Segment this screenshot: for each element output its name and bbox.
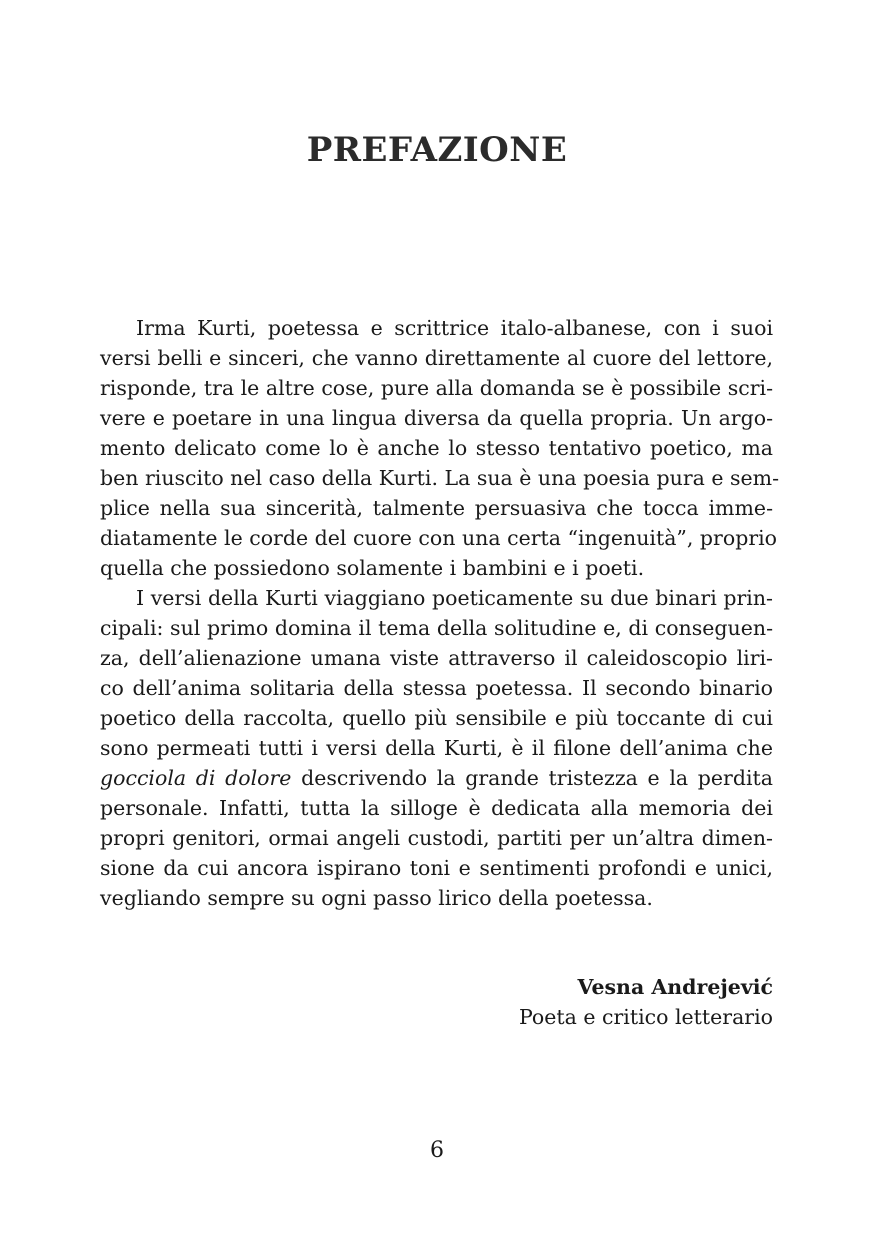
paragraph-2-line: personale. Infatti, tutta la silloge è dedicata alla memoria dei (100, 796, 773, 820)
paragraph-1-line: mento delicato come lo è anche lo stesso tentativo poetico, ma (100, 436, 773, 460)
paragraph-2-line: za, dell’alienazione umana viste attraverso il caleidoscopio liri- (100, 646, 773, 670)
paragraph-1-line: plice nella sua sincerità, talmente persuasiva che tocca imme- (100, 496, 773, 520)
paragraph-1-line: ben riuscito nel caso della Kurti. La sua è una poesia pura e sem- (100, 466, 780, 490)
paragraph-1-line: diatamente le corde del cuore con una certa “ingenuità”, proprio (100, 526, 778, 550)
paragraph-1-line: risponde, tra le altre cose, pure alla domanda se è possibile scri- (100, 376, 773, 400)
paragraph-2-italic-line (100, 763, 773, 793)
paragraph-2-line: vegliando sempre su ogni passo lirico della poetessa. (100, 886, 653, 910)
paragraph-2-line: sione da cui ancora ispirano toni e sentimenti profondi e unici, (100, 856, 773, 880)
paragraph-2-line: cipali: sul primo domina il tema della solitudine e, di conseguen- (100, 616, 773, 640)
paragraph-2-line: propri genitori, ormai angeli custodi, partiti per un’altra dimen- (100, 826, 773, 850)
paragraph-2-line: co dell’anima solitaria della stessa poetessa. Il secondo binario (100, 676, 773, 700)
paragraph-1-line: quella che possiedono solamente i bambini e i poeti. (100, 556, 645, 580)
paragraph-1-line: Irma Kurti, poetessa e scrittrice italo-albanese, con i suoi (136, 316, 773, 340)
italic-phrase: gocciola di dolore (100, 766, 292, 790)
paragraph-2-line: poetico della raccolta, quello più sensibile e più toccante di cui (100, 706, 773, 730)
page-number: 6 (430, 1138, 444, 1163)
page-title: PREFAZIONE (306, 130, 568, 170)
paragraph-1-line: vere e poetare in una lingua diversa da quella propria. Un argo- (100, 406, 773, 430)
paragraph-1-line: versi belli e sinceri, che vanno direttamente al cuore del lettore, (100, 346, 773, 370)
paragraph-2-line: I versi della Kurti viaggiano poeticamente su due binari prin- (136, 586, 773, 610)
signature-block (100, 972, 773, 1032)
paragraph-2-line: sono permeati tutti i versi della Kurti, è il filone dell’anima che (100, 736, 773, 760)
author-name: Vesna Andrejević (577, 975, 773, 999)
italic-line-rest: descrivendo la grande tristezza e la perdita (291, 766, 773, 790)
author-role: Poeta e critico letterario (518, 1005, 773, 1029)
preface-body (100, 313, 780, 913)
